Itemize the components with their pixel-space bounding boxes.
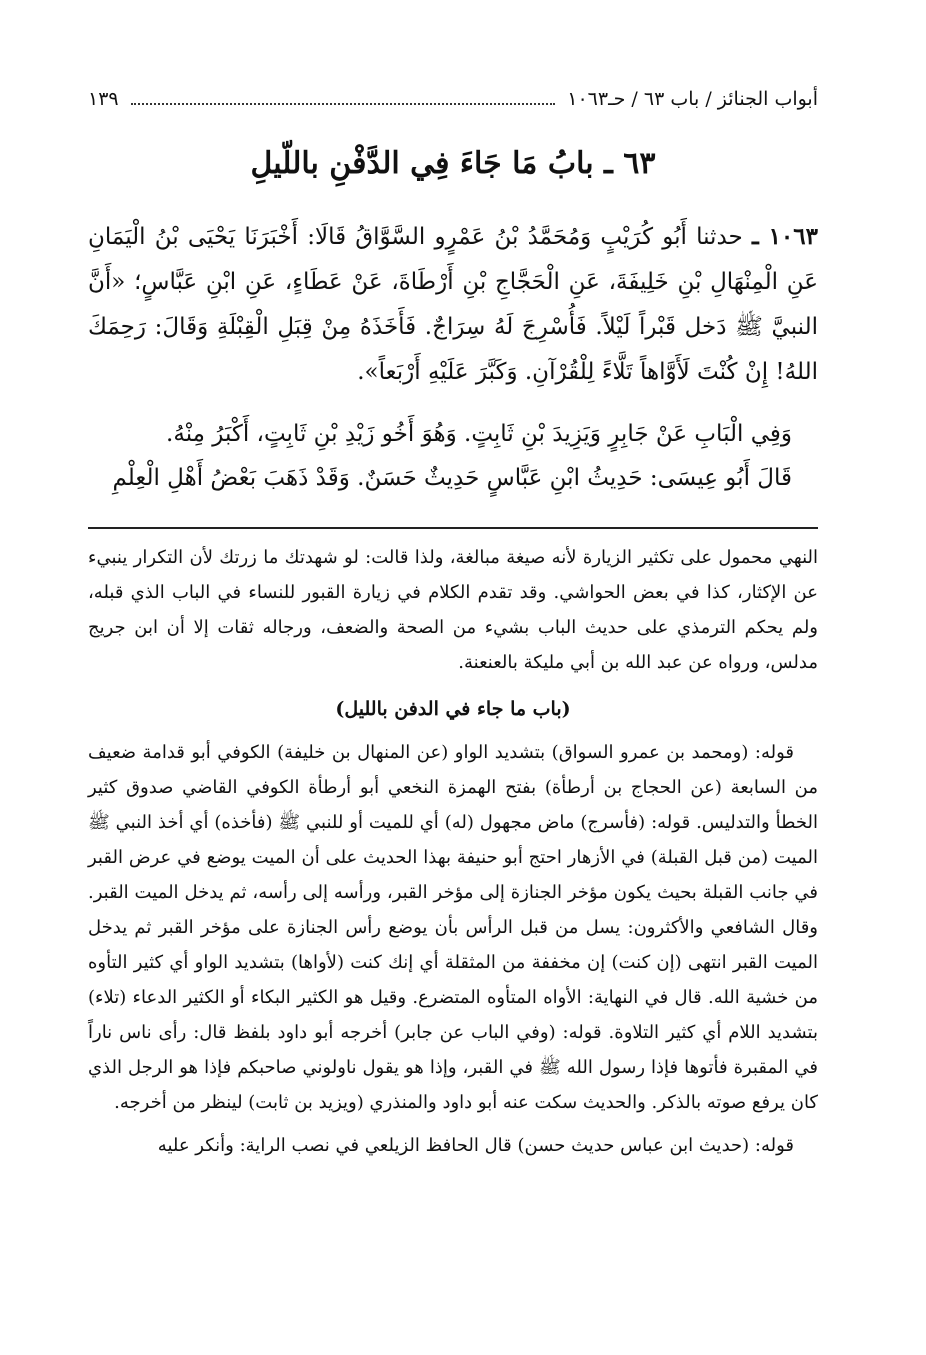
commentary-closing: قوله: (حديث ابن عباس حديث حسن) قال الحافظ الزيلعي في نصب الراية: وأنكر عليه xyxy=(157,1135,794,1156)
hadith-number: ١٠٦٣ ـ xyxy=(751,223,818,250)
hadith-note: وَفِي الْبَابِ عَنْ جَابِرٍ وَيَزِيدَ بْنِ ثَابِتٍ. وَهُوَ أَخُو زَيْدِ بْنِ ثَابِتٍ، أَكْبَرُ مِنْهُ. xyxy=(166,421,792,447)
hadith-notes xyxy=(88,412,818,500)
chapter-title: ٦٣ ـ بابُ مَا جَاءَ فِي الدَّفْنِ باللّيلِ xyxy=(250,146,656,181)
page-number: ١٣٩ xyxy=(88,88,119,110)
commentary-block xyxy=(88,540,818,1163)
hadith-block xyxy=(88,214,818,395)
running-head xyxy=(88,84,818,114)
commentary-main: قوله: (ومحمد بن عمرو السواق) بتشديد الواو (عن المنهال بن خليفة) الكوفي أبو قدامة ضعيف من السابعة (عن الحجاج بن أرطأة) بفتح الهمزة النخعي أبو أرطأة الكوفي القاضي صدوق كثير الخطأ والتدليس. قوله: (فأسرج) ماض مجهول (له) أي للميت أو للنبي ﷺ (فأخذه) أي أخذ النبي ﷺ الميت (من قبل القبلة) في الأزهار احتج أبو حنيفة بهذا الحديث على أن الميت يوضع في عرض القبر في جانب القبلة بحيث يكون مؤخر الجنازة إلى مؤخر القبر، ورأسه إلى رأسه، ثم يدخل الميت القبر. وقال الشافعي والأكثرون: يسل من قبل الرأس بأن يوضع رأس الجنازة على مؤخر القبر ثم يدخل الميت القبر انتهى (إن كنت) إن مخففة من المثقلة أي إنك كنت (لأواها) بتشديد الواو أي كثير التأوه من خشية الله. قال في النهاية: الأواه المتأوه المتضرع. وقيل هو الكثير البكاء أو الكثير الدعاء (تلاء) بتشديد اللام أي كثير التلاوة. قوله: (وفي الباب عن جابر) أخرجه أبو داود بلفظ قال: رأى ناس ناراً في المقبرة فأتوها فإذا رسول الله ﷺ في القبر، وإذا هو يقول ناولوني صاحبكم فإذا هو الرجل الذي كان يرفع صوته بالذكر. والحديث سكت عنه أبو داود والمنذري (ويزيد بن ثابت) لينظر من أخرجه. xyxy=(88,742,818,1113)
running-title: أبواب الجنائز / باب ٦٣ / حـ١٠٦٣ xyxy=(567,88,818,110)
dotted-leader xyxy=(131,93,556,105)
separator-line xyxy=(88,527,818,529)
commentary-section-heading: (باب ما جاء في الدفن بالليل) xyxy=(335,698,571,720)
hadith-text: حدثنا أَبُو كُرَيْبٍ وَمُحَمَّدُ بْنُ عَمْرٍو السَّوَّاقُ قَالَا: أَخْبَرَنَا يَحْيَى بْنُ الْيَمَانِ عَنِ الْمِنْهَالِ بْنِ خَلِيفَةَ، عَنِ الْحَجَّاجِ بْنِ أَرْطَاةَ، عَنْ عَطَاءٍ، عَنِ ابْنِ عَبَّاسٍ؛ «أَنَّ النبيَّ ﷺ دَخل قَبْراً لَيْلاً. فَأُسْرِجَ لَهُ سِرَاجٌ. فَأَخَذَهُ مِنْ قِبَلِ الْقِبْلَةِ وَقَالَ: رَحِمَكَ اللهُ! إِنْ كُنْتَ لَأَوَّاهاً تَلَّاءً لِلْقُرْآنِ. وَكَبَّرَ عَلَيْهِ أَرْبَعاً». xyxy=(88,224,818,385)
commentary-intro: النهي محمول على تكثير الزيارة لأنه صيغة مبالغة، ولذا قالت: لو شهدتك ما زرتك لأن التكرار ينبيء عن الإكثار، كذا في بعض الحواشي. وقد تقدم الكلام في زيارة القبور للنساء في الباب الذي قبله، ولم يحكم الترمذي على حديث الباب بشيء من الصحة والضعف، ورجاله ثقات إلا أن ابن جريج مدلس، ورواه عن عبد الله بن أبي مليكة بالعنعنة. xyxy=(88,547,818,673)
hadith-note: قَالَ أَبُو عِيسَى: حَدِيثُ ابْنِ عَبَّاسٍ حَدِيثٌ حَسَنٌ. وَقَدْ ذَهَبَ بَعْضُ أَهْلِ الْعِلْمِ xyxy=(112,465,792,491)
